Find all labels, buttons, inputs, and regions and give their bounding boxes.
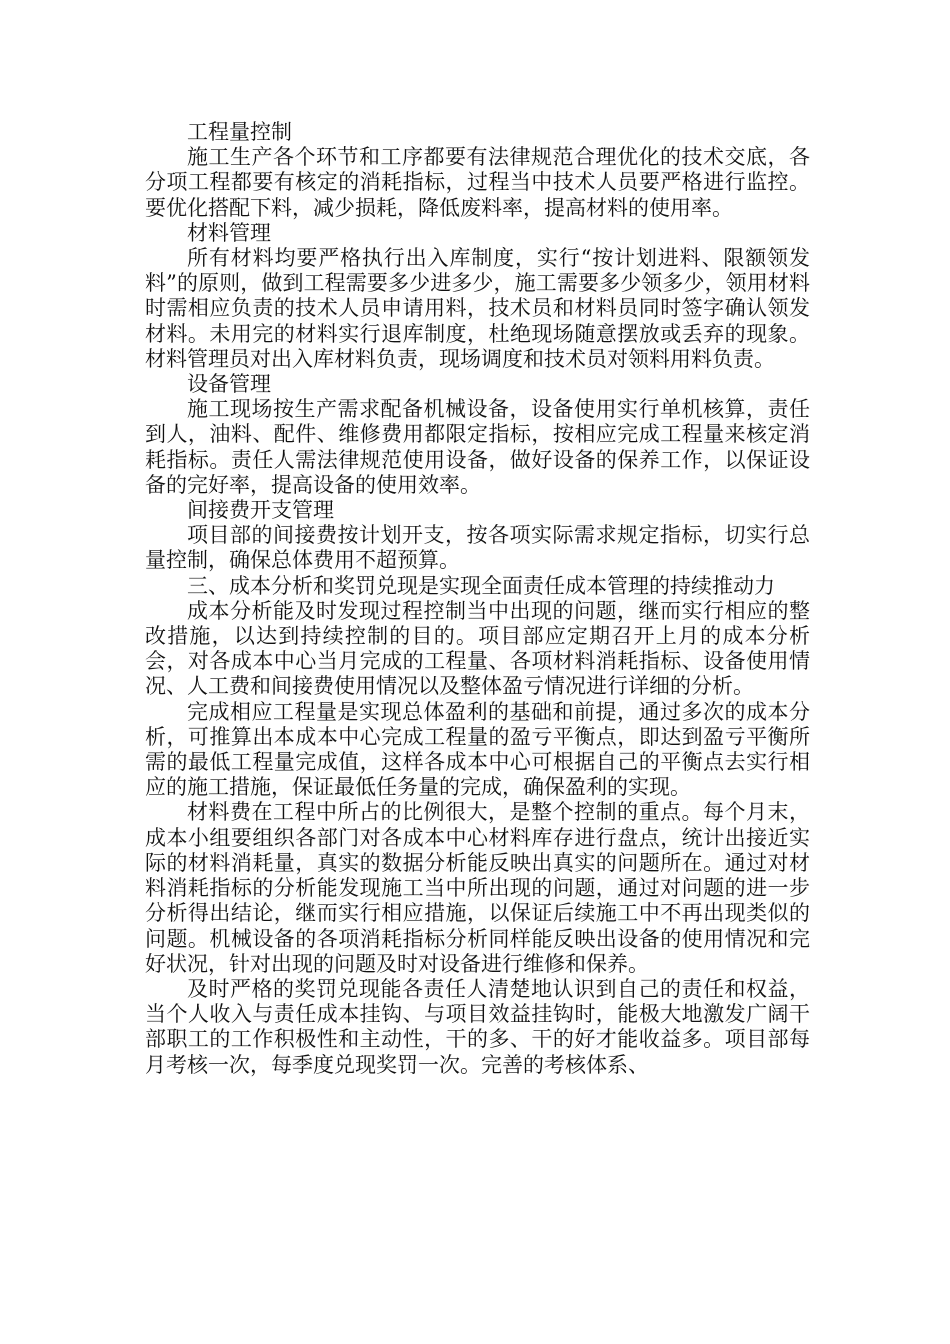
- section-heading-quantity-control: 工程量控制: [187, 120, 292, 144]
- paragraph-material-management: 所有材料均要严格执行出入库制度，实行“按计划进料、限额领发料”的原则，做到工程需要多少进多少，施工需要多少领多少，领用材料时需相应负责的技术人员申请用料，技术员和材料员同时签字确认领发材料。未用完的材料实行退库制度，杜绝现场随意摆放或丢弃的现象。材料管理员对出入库材料负责，现场调度和技术员对领料用料负责。: [145, 246, 810, 371]
- section-title-cost-analysis: 三、成本分析和奖罚兑现是实现全面责任成本管理的持续推动力: [187, 573, 775, 598]
- paragraph-quantity-control: 施工生产各个环节和工序都要有法律规范合理优化的技术交底，各分项工程都要有核定的消耗指标，过程当中技术人员要严格进行监控。要优化搭配下料，减少损耗，降低废料率，提高材料的使用率。: [145, 145, 810, 220]
- paragraph-break-even: 完成相应工程量是实现总体盈利的基础和前提，通过多次的成本分析，可推算出本成本中心完成工程量的盈亏平衡点，即达到盈亏平衡所需的最低工程量完成值，这样各成本中心可根据自己的平衡点去实行相应的施工措施，保证最低任务量的完成，确保盈利的实现。: [145, 699, 810, 800]
- paragraph-rewards-penalties: 及时严格的奖罚兑现能各责任人清楚地认识到自己的责任和权益，当个人收入与责任成本挂钩、与项目效益挂钩时，能极大地激发广阔干部职工的工作积极性和主动性，干的多、干的好才能收益多。项目部每月考核一次，每季度兑现奖罚一次。完善的考核体系、: [145, 976, 810, 1077]
- section-heading-indirect-cost: 间接费开支管理: [187, 498, 334, 523]
- paragraph-material-cost: 材料费在工程中所占的比例很大，是整个控制的重点。每个月末，成本小组要组织各部门对各成本中心材料库存进行盘点，统计出接近实际的材料消耗量，真实的数据分析能反映出真实的问题所在。通过对材料消耗指标的分析能发现施工当中所出现的问题，通过对问题的进一步分析得出结论，继而实行相应措施，以保证后续施工中不再出现类似的问题。机械设备的各项消耗指标分析同样能反映出设备的使用情况和完好状况，针对出现的问题及时对设备进行维修和保养。: [145, 800, 810, 976]
- paragraph-cost-analysis: 成本分析能及时发现过程控制当中出现的问题，继而实行相应的整改措施，以达到持续控制的目的。项目部应定期召开上月的成本分析会，对各成本中心当月完成的工程量、各项材料消耗指标、设备使用情况、人工费和间接费使用情况以及整体盈亏情况进行详细的分析。: [145, 598, 810, 699]
- paragraph-equipment-management: 施工现场按生产需求配备机械设备，设备使用实行单机核算，责任到人，油料、配件、维修费用都限定指标，按相应完成工程量来核定消耗指标。责任人需法律规范使用设备，做好设备的保养工作，以保证设备的完好率，提高设备的使用效率。: [145, 397, 810, 497]
- document-page: [145, 120, 810, 1078]
- paragraph-indirect-cost: 项目部的间接费按计划开支，按各项实际需求规定指标，切实行总量控制，确保总体费用不超预算。: [145, 523, 810, 573]
- section-heading-material-management: 材料管理: [187, 220, 271, 245]
- section-heading-equipment-management: 设备管理: [187, 372, 271, 397]
